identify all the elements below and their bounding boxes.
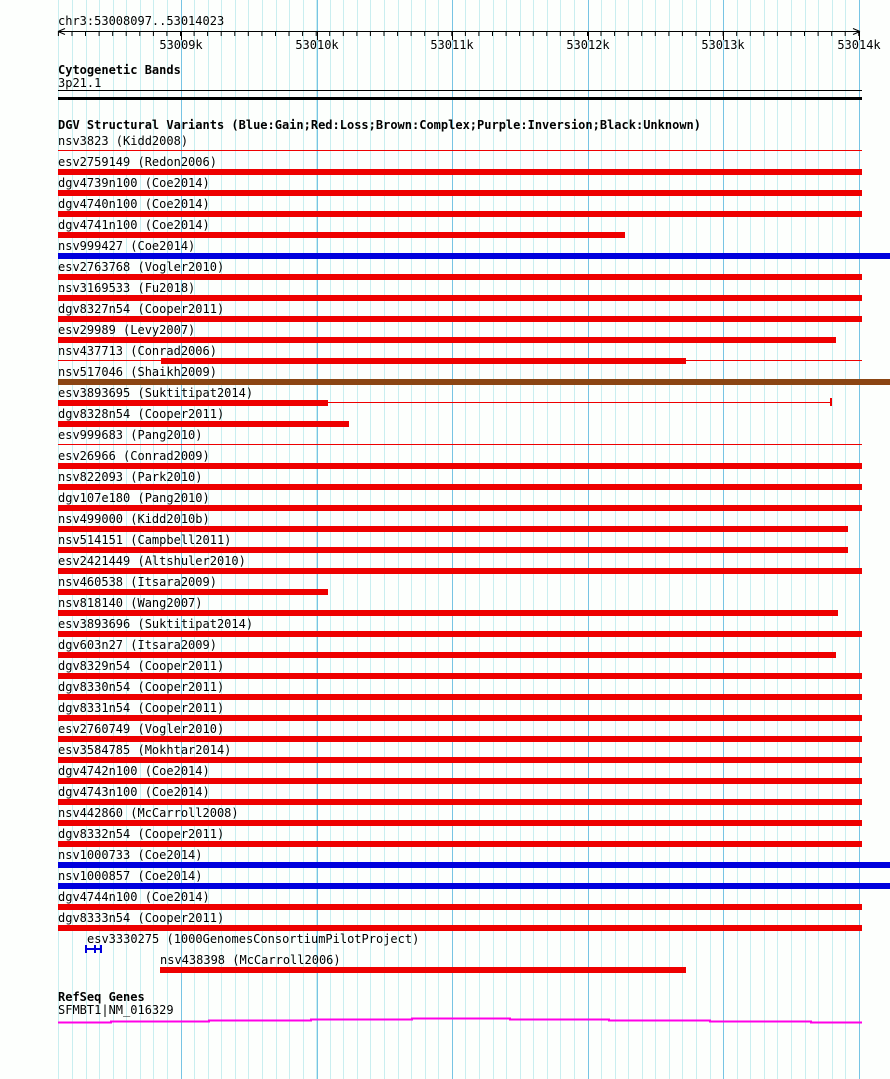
variant-label[interactable]: nsv3169533 (Fu2018) [58, 281, 196, 295]
variant-label[interactable]: esv3893695 (Suktitipat2014) [58, 386, 254, 400]
variant-label[interactable]: dgv8331n54 (Cooper2011) [58, 701, 225, 715]
ruler-tick-label: 53012k [566, 38, 610, 52]
variant-label[interactable]: esv26966 (Conrad2009) [58, 449, 210, 463]
ruler-tick-label: 53009k [159, 38, 203, 52]
variant-label[interactable]: esv3893696 (Suktitipat2014) [58, 617, 254, 631]
ruler-tick-label: 53014k [837, 38, 881, 52]
variant-label[interactable]: nsv1000857 (Coe2014) [58, 869, 203, 883]
variant-label[interactable]: dgv4742n100 (Coe2014) [58, 764, 210, 778]
variant-label[interactable]: dgv8333n54 (Cooper2011) [58, 911, 225, 925]
ruler-tick-label: 53011k [430, 38, 474, 52]
variant-label[interactable]: dgv603n27 (Itsara2009) [58, 638, 217, 652]
variant-label[interactable]: dgv8329n54 (Cooper2011) [58, 659, 225, 673]
ruler-tick-label: 53013k [701, 38, 745, 52]
variant-label[interactable]: nsv1000733 (Coe2014) [58, 848, 203, 862]
gene-line-path[interactable] [58, 1019, 862, 1023]
variant-label[interactable]: dgv8330n54 (Cooper2011) [58, 680, 225, 694]
refseq-section-title: RefSeq Genes [58, 990, 145, 1004]
variant-label[interactable]: dgv8332n54 (Cooper2011) [58, 827, 225, 841]
cytogenetic-band-label[interactable]: 3p21.1 [58, 76, 102, 90]
variant-label[interactable]: dgv4743n100 (Coe2014) [58, 785, 210, 799]
variant-label[interactable]: esv3330275 (1000GenomesConsortiumPilotProject) [87, 932, 420, 946]
variant-label[interactable]: esv2759149 (Redon2006) [58, 155, 217, 169]
variant-label[interactable]: dgv8327n54 (Cooper2011) [58, 302, 225, 316]
variant-label[interactable]: dgv4741n100 (Coe2014) [58, 218, 210, 232]
variant-label[interactable]: esv3584785 (Mokhtar2014) [58, 743, 232, 757]
variant-label[interactable]: dgv4739n100 (Coe2014) [58, 176, 210, 190]
variant-label[interactable]: dgv4744n100 (Coe2014) [58, 890, 210, 904]
variant-label[interactable]: esv2763768 (Vogler2010) [58, 260, 225, 274]
variant-label[interactable]: dgv4740n100 (Coe2014) [58, 197, 210, 211]
variant-label[interactable]: esv29989 (Levy2007) [58, 323, 196, 337]
refseq-gene-label[interactable]: SFMBT1|NM_016329 [58, 1003, 174, 1017]
variant-label[interactable]: nsv3823 (Kidd2008) [58, 134, 189, 148]
variant-label[interactable]: nsv818140 (Wang2007) [58, 596, 203, 610]
variant-label[interactable]: nsv442860 (McCarroll2008) [58, 806, 239, 820]
variant-label[interactable]: dgv107e180 (Pang2010) [58, 491, 210, 505]
variant-label[interactable]: esv999683 (Pang2010) [58, 428, 203, 442]
variant-label[interactable]: nsv437713 (Conrad2006) [58, 344, 217, 358]
variant-label[interactable]: nsv460538 (Itsara2009) [58, 575, 217, 589]
ruler-tick-label: 53010k [295, 38, 339, 52]
variant-label[interactable]: nsv517046 (Shaikh2009) [58, 365, 217, 379]
cytogenetic-section-title: Cytogenetic Bands [58, 63, 181, 77]
variant-label[interactable]: nsv499000 (Kidd2010b) [58, 512, 210, 526]
variant-label[interactable]: dgv8328n54 (Cooper2011) [58, 407, 225, 421]
region-title: chr3:53008097..53014023 [58, 14, 225, 28]
variant-label[interactable]: nsv999427 (Coe2014) [58, 239, 196, 253]
dgv-section-title: DGV Structural Variants (Blue:Gain;Red:Loss;Brown:Complex;Purple:Inversion;Black:Unknown) [58, 118, 701, 132]
variant-label[interactable]: esv2421449 (Altshuler2010) [58, 554, 246, 568]
variant-label[interactable]: esv2760749 (Vogler2010) [58, 722, 225, 736]
variant-label[interactable]: nsv438398 (McCarroll2006) [160, 953, 341, 967]
variant-label[interactable]: nsv514151 (Campbell2011) [58, 533, 232, 547]
variant-label[interactable]: nsv822093 (Park2010) [58, 470, 203, 484]
